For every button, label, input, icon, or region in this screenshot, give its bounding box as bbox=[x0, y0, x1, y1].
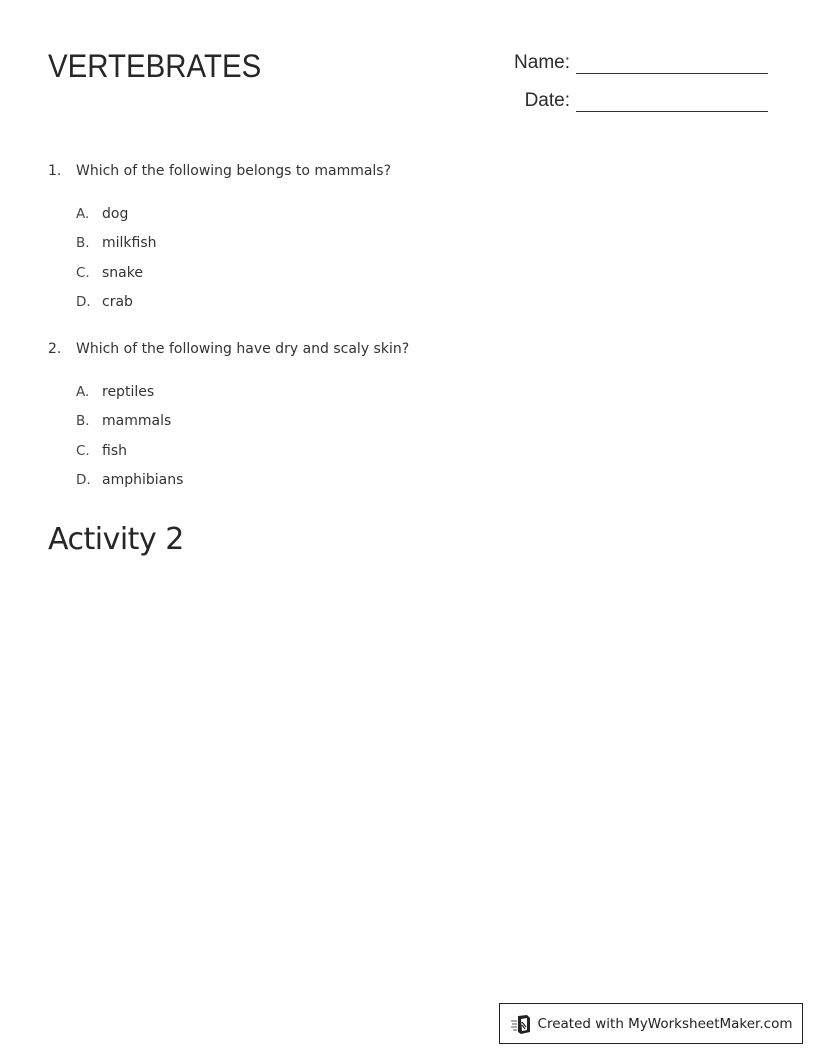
name-blank-line[interactable] bbox=[576, 72, 768, 74]
option-2d bbox=[76, 466, 183, 496]
question-2 bbox=[48, 341, 409, 357]
option-2b bbox=[76, 407, 183, 437]
worksheet-logo-icon bbox=[510, 1013, 532, 1035]
question-2-options bbox=[76, 377, 183, 495]
question-1 bbox=[48, 163, 391, 179]
page-title: VERTEBRATES bbox=[48, 48, 262, 84]
option-text: fish bbox=[102, 442, 127, 459]
footer-badge bbox=[499, 1003, 803, 1044]
option-text: crab bbox=[102, 294, 133, 311]
option-1b bbox=[76, 229, 157, 259]
option-letter: C. bbox=[76, 442, 90, 459]
option-text: snake bbox=[102, 264, 143, 281]
option-letter: C. bbox=[76, 264, 90, 281]
option-letter: D. bbox=[76, 294, 91, 311]
question-text: Which of the following have dry and scaly skin? bbox=[76, 341, 410, 357]
date-label: Date: bbox=[524, 90, 570, 111]
option-2c bbox=[76, 436, 183, 466]
option-1d bbox=[76, 288, 157, 318]
option-text: milkfish bbox=[102, 235, 157, 252]
name-label: Name: bbox=[514, 52, 570, 73]
question-1-options bbox=[76, 199, 157, 317]
option-text: reptiles bbox=[102, 383, 155, 400]
option-1a bbox=[76, 199, 157, 229]
option-text: mammals bbox=[102, 413, 172, 430]
date-field bbox=[500, 90, 768, 112]
footer-text[interactable]: Created with MyWorksheetMaker.com bbox=[537, 1015, 793, 1032]
option-letter: A. bbox=[76, 205, 90, 222]
option-letter: A. bbox=[76, 383, 90, 400]
option-2a bbox=[76, 377, 183, 407]
option-letter: B. bbox=[76, 235, 90, 252]
option-text: dog bbox=[102, 205, 129, 222]
option-letter: D. bbox=[76, 472, 91, 489]
name-field bbox=[500, 52, 768, 74]
option-letter: B. bbox=[76, 413, 90, 430]
question-text: Which of the following belongs to mammals? bbox=[76, 163, 392, 179]
question-number: 2. bbox=[48, 341, 62, 357]
section-heading: Activity 2 bbox=[48, 522, 184, 557]
option-1c bbox=[76, 258, 157, 288]
option-text: amphibians bbox=[102, 472, 184, 489]
date-blank-line[interactable] bbox=[576, 110, 768, 112]
question-number: 1. bbox=[48, 163, 62, 179]
